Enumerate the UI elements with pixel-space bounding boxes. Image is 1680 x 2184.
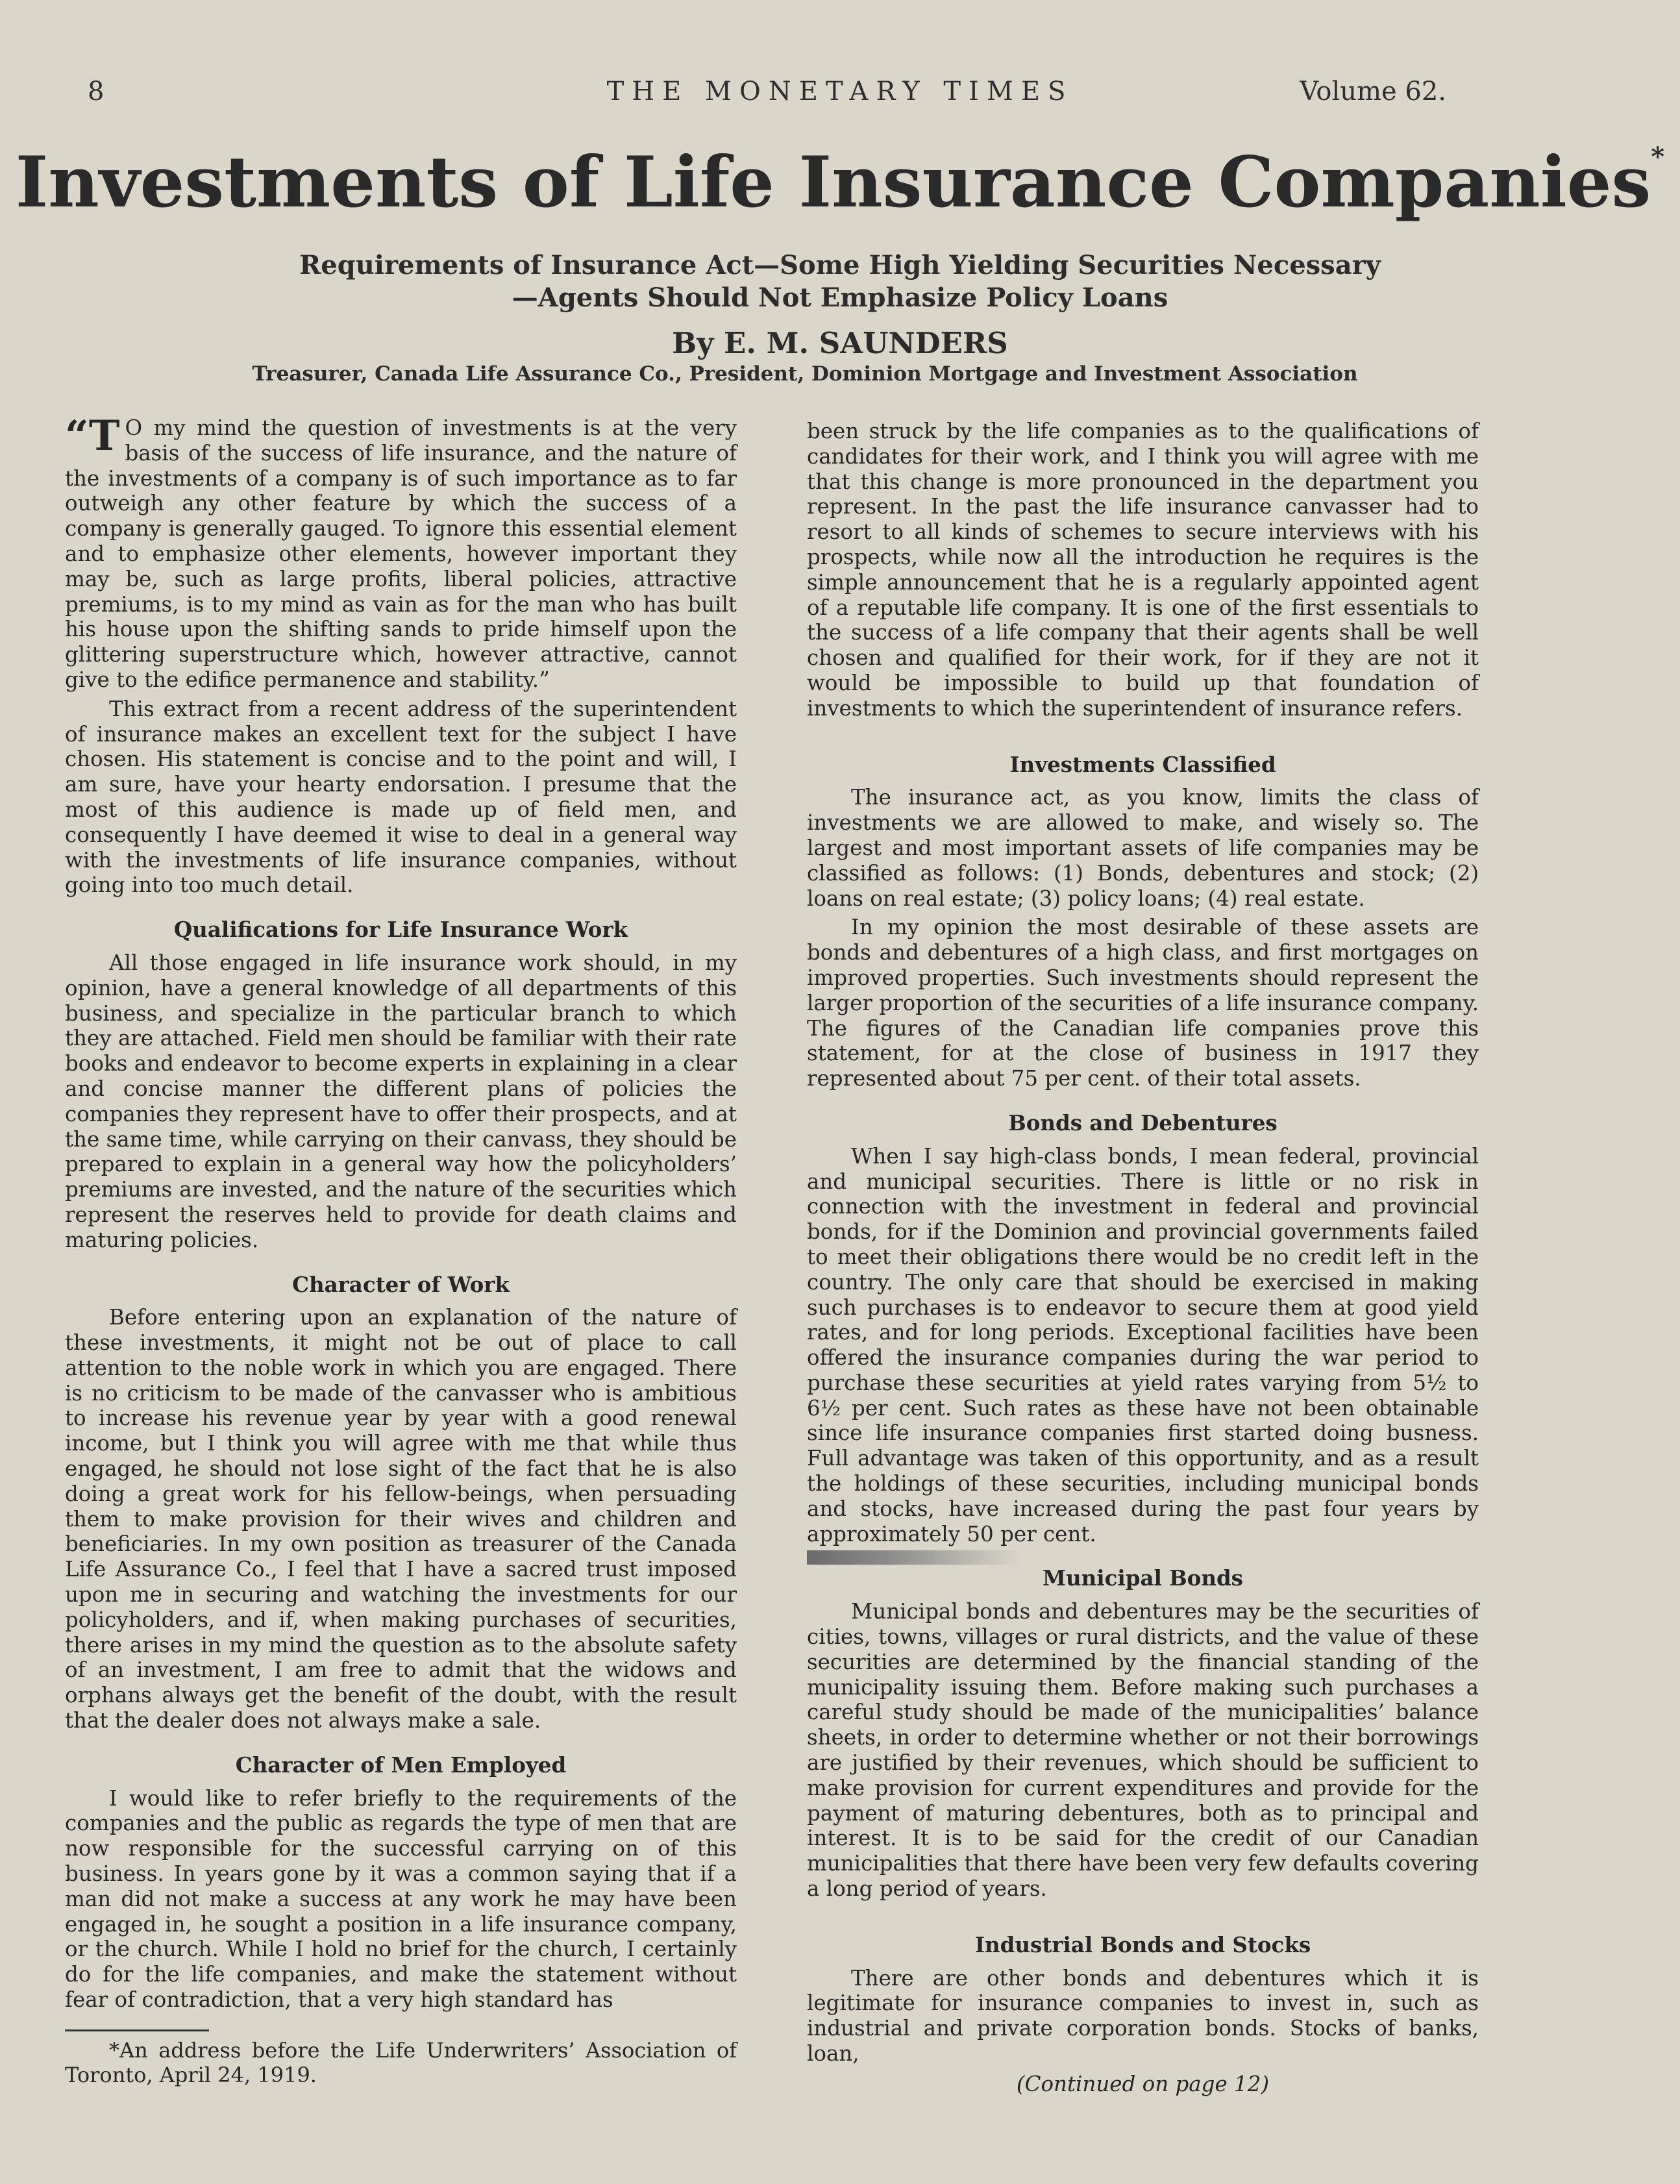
paragraph: All those engaged in life insurance work should, in my opinion, have a general knowledge of all departments of this business, and specialize in the particular branch to which they are attached. Field men should be familiar with their rate books and endeavor to become experts in explaining in a clear and concise manner the different plans of policies the companies they represent have to offer their prospects, and at the same time, while carrying on their canvass, they should be prepared to explain in a general way how the policyholders’ premiums are invested, and the nature of the securities which represent the reserves held to provide for death claims and maturing policies. [65,950,737,1252]
section-heading: Bonds and Debentures [1008,1110,1278,1135]
paragraph: been struck by the life companies as to the qualifications of candidates for their work, and I think you will agree with me that this change is more pronounced in the department you represent. In the past the life insurance canvasser had to resort to all kinds of schemes to secure interviews with his prospects, while now all the introduction he requires is the simple announcement that he is a regularly appointed agent of a reputable life company. It is one of the first essentials to the success of a life company that their agents shall be well chosen and qualified for their work, for if they are not it would be impossible to build up that foundation of investments to which the superintendent of insurance refers. [807,419,1479,721]
intro-quote-text: O my mind the question of investments is at the very basis of the success of life insurance, and the nature of the investments of a company is of such importance as to far outweigh any other feature by which the success of a company is generally gauged. To ignore this essential element and to emphasize other elements, however important they may be, such as large profits, liberal policies, attractive premiums, is to my mind as vain as for the man who has built his house upon the shifting sands to pride himself upon the glittering superstructure which, however attractive, cannot give to the edifice permanence and stability.” [65,416,737,692]
section-heading: Character of Work [292,1271,510,1297]
volume-label: Volume 62. [1300,77,1446,106]
section-heading: Qualifications for Life Insurance Work [173,917,628,943]
continued-note: (Continued on page 12) [1016,2071,1270,2096]
paragraph: In my opinion the most desirable of these assets are bonds and debentures of a high class, and first mortgages on improved properties. Such investments should represent the larger proportion of the securities of a life insurance company. The figures of the Canadian life companies prove this statement, for at the close of business in 1917 they represented about 75 per cent. of their total assets. [807,915,1479,1091]
left-column [65,412,737,2091]
paragraph: There are other bonds and debentures which it is legitimate for insurance companies to invest in, such as industrial and private corporation bonds. Stocks of banks, loan, [807,1965,1479,2066]
paragraph: I would like to refer briefly to the requirements of the companies and the public as regards the type of men that are now responsible for the successful carrying on of this business. In years gone by it was a common saying that if a man did not make a success at any work he may have been engaged in, he sought a position in a life insurance company, or the church. While I hold no brief for the church, I certainly do for the life companies, and make the statement without fear of contradiction, that a very high standard has [65,1785,737,2013]
footnote-divider [65,2029,209,2031]
journal-title: THE MONETARY TIMES [606,77,1074,106]
subtitle-line-2: —Agents Should Not Emphasize Policy Loans [512,282,1168,313]
drop-cap: “T [65,412,120,460]
running-head [0,77,1680,116]
section-heading: Character of Men Employed [235,1752,567,1778]
page-number: 8 [88,77,105,106]
section-heading: Industrial Bonds and Stocks [974,1931,1311,1957]
paragraph: Before entering upon an explanation of the nature of these investments, it might not be out of place to call attention to the noble work in which you are engaged. There is no criticism to be made of the canvasser who is ambitious to increase his revenue year by year with a good renewal income, but I think you will agree with me that while thus engaged, he should not lose sight of the fact that he is also doing a great work for his fellow-beings, when persuading them to make provision for their wives and children and beneficiaries. In my own position as treasurer of the Canada Life Assurance Co., I feel that I have a sacred trust imposed upon me in securing and watching the investments for our policyholders, and if, when making purchases of securities, there arises in my mind the question as to the absolute safety of an investment, I am free to admit that the widows and orphans always get the benefit of the doubt, with the result that the dealer does not always make a sale. [65,1305,737,1733]
byline: By E. M. SAUNDERS [672,326,1008,360]
article-subtitle [0,249,1680,314]
article-title-text: Investments of Life Insurance Companies [15,142,1651,223]
intro-paragraph [65,412,737,693]
paragraph: When I say high-class bonds, I mean federal, provincial and municipal securities. There is little or no risk in connection with the investment in federal and provincial bonds, for if the Dominion and provincial governments failed to meet their obligations there would be no credit left in the country. The only care that should be exercised in making such purchases is to endeavor to secure them at good yield rates, and for long periods. Exceptional facilities have been offered the insurance companies during the war period to purchase these securities at yield rates varying from 5½ to 6½ per cent. Such rates as these have not been obtainable since life insurance companies first started doing busness. Full advantage was taken of this opportunity, and as a result the holdings of these securities, including municipal bonds and stocks, have increased during the past four years by approximately 50 per cent. [807,1143,1479,1546]
subtitle-line-1: Requirements of Insurance Act—Some High Yielding Securities Necessary [299,250,1381,280]
paragraph: This extract from a recent address of the superintendent of insurance makes an excellent text for the subject I have chosen. His statement is concise and to the point and will, I am sure, have your hearty endorsation. I presume that the most of this audience is made up of field men, and consequently I have deemed it wise to deal in a general way with the investments of life insurance companies, without going into too much detail. [65,696,737,898]
paragraph: The insurance act, as you know, limits the class of investments we are allowed to make, and wisely so. The largest and most important assets of life companies may be classified as follows: (1) Bonds, debentures and stock; (2) loans on real estate; (3) policy loans; (4) real estate. [807,785,1479,911]
right-column [807,419,1479,2097]
paragraph: Municipal bonds and debentures may be the securities of cities, towns, villages or rural districts, and the value of these securities are determined by the financial standing of the municipality issuing them. Before making such purchases a careful study should be made of the municipalities’ balance sheets, in order to determine whether or not their borrowings are justified by their revenues, which should be sufficient to make provision for current expenditures and provide for the payment of maturing debentures, both as to principal and interest. It is to be said for the credit of our Canadian municipalities that there have been very few defaults covering a long period of years. [807,1599,1479,1902]
print-smudge [807,1550,1021,1565]
article-title [0,142,1680,223]
footnote: *An address before the Life Underwriters’ Association of Toronto, April 24, 1919. [65,2037,737,2087]
section-heading: Investments Classified [1009,751,1276,777]
section-heading: Municipal Bonds [1043,1565,1243,1591]
author-affiliation: Treasurer, Canada Life Assurance Co., President, Dominion Mortgage and Investment Association [252,362,1358,386]
title-footnote-mark: * [1651,142,1665,172]
